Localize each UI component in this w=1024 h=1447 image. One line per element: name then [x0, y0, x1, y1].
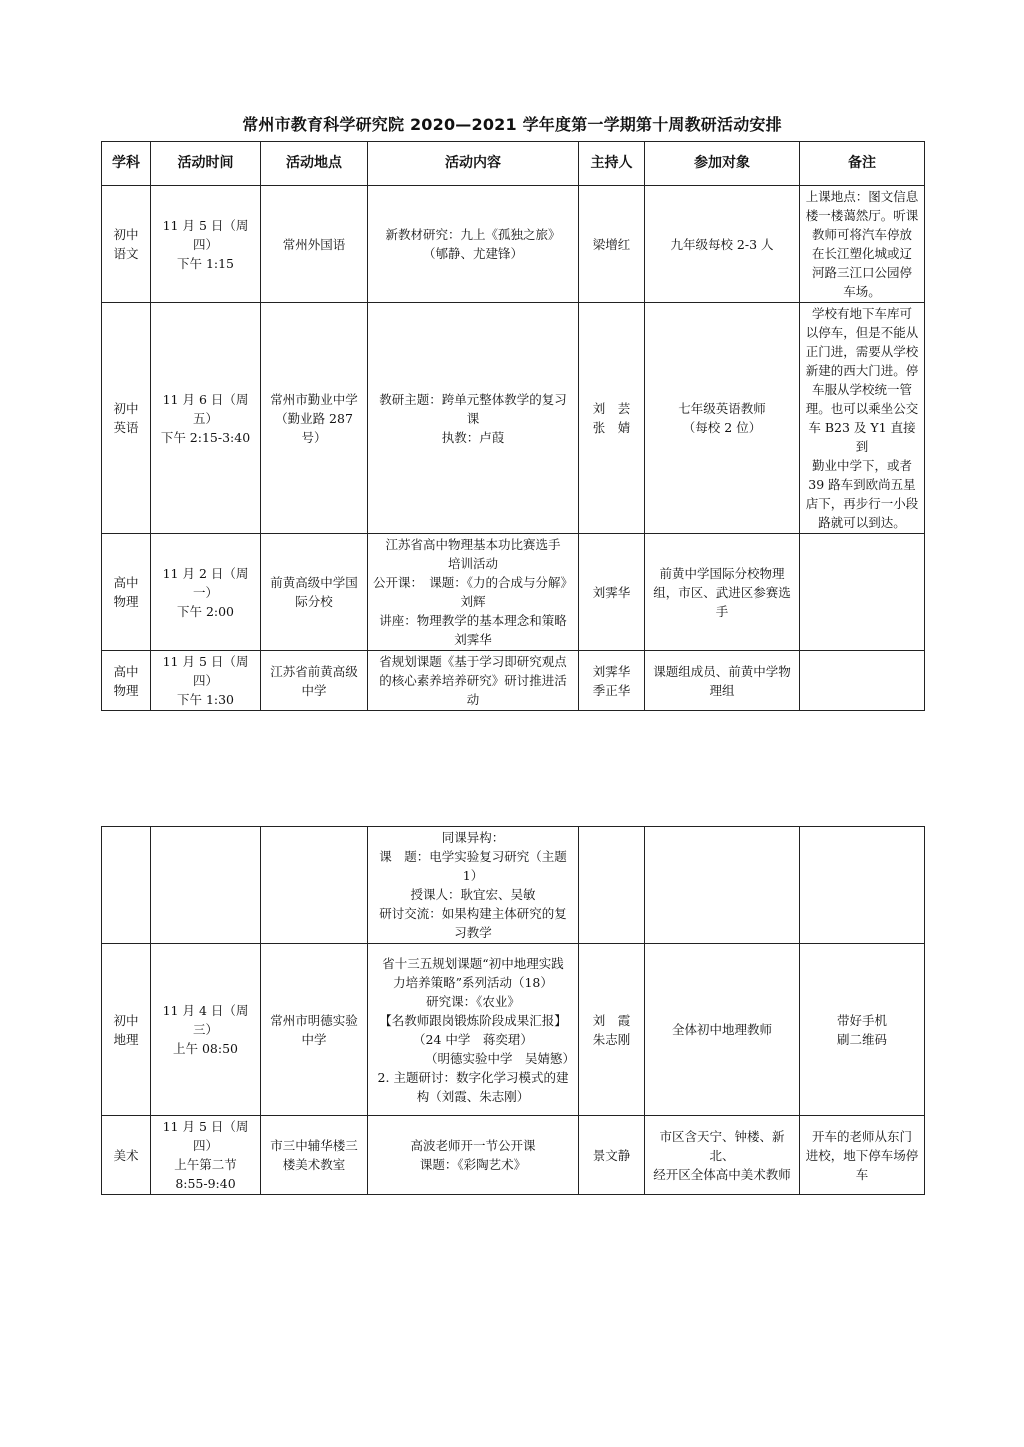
cell-place [261, 944, 368, 1116]
cell-line: 季正华 [592, 682, 631, 698]
cell-line: 研究课：《农业》 [426, 993, 520, 1009]
cell-line: 河路三江口公园停 [811, 265, 912, 280]
cell-subject [102, 186, 151, 303]
cell-line: 店下，再步行一小段 [805, 496, 919, 511]
cell-time [151, 303, 261, 534]
cell-line: 下午 2:00 [176, 603, 235, 619]
cell-time [151, 1116, 261, 1195]
cell-line: 39 路车到欧尚五星 [808, 477, 916, 492]
cell-line: 常州外国语 [282, 236, 346, 252]
cell-line: 同课异构： [441, 830, 505, 845]
cell-line: 教研主题：跨单元整体教学的复习 [379, 391, 567, 407]
cell-line: 七年级英语教师 [678, 401, 766, 416]
cell-line: 研讨交流：如果构建主体研究的复 [379, 906, 567, 921]
cell-host [579, 651, 645, 711]
cell-place [261, 651, 368, 711]
cell-time [151, 186, 261, 303]
cell-line: 前黄中学国际分校物理 [659, 565, 785, 581]
cell-participants [645, 944, 800, 1116]
cell-content [368, 944, 579, 1116]
schedule-table-continued [101, 826, 925, 1195]
cell-line: 11 月 4 日（周三） [162, 1003, 249, 1037]
cell-line: 下午 2:15-3:40 [160, 429, 251, 445]
cell-place [261, 827, 368, 944]
cell-line: 省十三五规划课题“初中地理实践 [382, 955, 564, 971]
cell-participants [645, 534, 800, 651]
cell-place [261, 1116, 368, 1195]
cell-place [261, 303, 368, 534]
cell-line: 勤业中学下，或者 [811, 458, 912, 473]
cell-line: 理组 [709, 682, 735, 698]
cell-line: 开车的老师从东门 [811, 1128, 912, 1144]
cell-notes [800, 186, 925, 303]
cell-content [368, 827, 579, 944]
cell-line: 高中 [113, 663, 139, 679]
cell-line: 楼一楼蔼然厅。听课 [805, 208, 919, 223]
cell-line: （明德实验中学 吴婧慜） [424, 1050, 575, 1066]
cell-line: 车 B23 及 Y1 直接到 [808, 420, 916, 454]
table-row [102, 1116, 925, 1195]
cell-participants [645, 827, 800, 944]
table-row [102, 827, 925, 944]
cell-line: 全体初中地理教师 [671, 1022, 772, 1037]
cell-line: 中学 [301, 1031, 327, 1047]
cell-line: 市三中辅华楼三 [270, 1138, 358, 1153]
cell-line: 前黄高级中学国 [270, 575, 358, 590]
table-row [102, 186, 925, 303]
cell-line: 车 [855, 1166, 869, 1182]
cell-place [261, 186, 368, 303]
page-title: 常州市教育科学研究院 2020—2021 学年度第一学期第十周教研活动安排 [242, 115, 782, 134]
cell-host [579, 186, 645, 303]
cell-line: 省规划课题《基于学习即研究观点 [379, 654, 567, 669]
cell-line: 课 [466, 410, 480, 426]
table-row [102, 651, 925, 711]
header-row [102, 142, 925, 186]
cell-content [368, 534, 579, 651]
cell-line: 路就可以到达。 [818, 515, 906, 530]
header-place: 活动地点 [261, 142, 368, 186]
cell-line: 进校，地下停车场停 [805, 1147, 919, 1163]
cell-line: 课 题：电学实验复习研究（主题 1） [379, 849, 567, 883]
cell-line: （每校 2 位） [682, 420, 762, 435]
cell-line: 江苏省前黄高级 [270, 663, 358, 679]
table-row [102, 303, 925, 534]
cell-line: 美术 [113, 1147, 139, 1163]
cell-line: 力培养策略”系列活动（18） [393, 974, 553, 990]
cell-line: 课题：《彩陶艺术》 [419, 1157, 527, 1172]
cell-line: 【名教师跟岗锻炼阶段成果汇报】 [379, 1012, 567, 1028]
cell-line: 物理 [113, 594, 139, 609]
cell-participants [645, 303, 800, 534]
cell-line: 课题组成员、前黄中学物 [653, 663, 791, 679]
cell-line: 正门进，需要从学校 [805, 344, 919, 359]
cell-line: 车服从学校统一管 [811, 382, 912, 397]
cell-line: 理。也可以乘坐公交 [805, 401, 919, 416]
cell-subject [102, 303, 151, 534]
cell-line: 英语 [113, 420, 139, 435]
cell-subject [102, 534, 151, 651]
cell-line: 上午 08:50 [173, 1041, 238, 1056]
cell-line: （勤业路 287 号） [275, 410, 353, 445]
cell-participants [645, 186, 800, 303]
cell-line: 初中 [113, 401, 139, 416]
cell-participants [645, 651, 800, 711]
cell-line: 上课地点：图文信息 [805, 189, 919, 204]
cell-time [151, 944, 261, 1116]
cell-line: 刘辉 [460, 594, 486, 609]
cell-line: （24 中学 蒋奕珺） [413, 1031, 533, 1047]
cell-content [368, 651, 579, 711]
cell-line: 培训活动 [447, 556, 498, 571]
cell-line: 新建的西大门进。停 [805, 363, 919, 378]
cell-notes [800, 827, 925, 944]
cell-time [151, 827, 261, 944]
cell-line: 执教：卢葭 [441, 429, 505, 445]
cell-subject [102, 651, 151, 711]
cell-host [579, 1116, 645, 1195]
cell-line: 刘霁华 [454, 632, 492, 647]
cell-line: 11 月 6 日（周五） [162, 391, 249, 426]
cell-subject [102, 1116, 151, 1195]
cell-line: 常州市勤业中学 [270, 391, 358, 407]
cell-line: 带好手机 [836, 1012, 887, 1028]
cell-time [151, 651, 261, 711]
cell-line: 习教学 [454, 925, 492, 940]
cell-place [261, 534, 368, 651]
cell-line: （郇静、尤建锋） [422, 246, 523, 261]
cell-line: 以停车，但是不能从 [805, 325, 919, 340]
cell-line: 地理 [113, 1031, 139, 1047]
cell-content [368, 303, 579, 534]
cell-line: 8:55-9:40 [175, 1176, 236, 1191]
cell-line: 公开课： 课题：《力的合成与分解》 [372, 575, 573, 590]
cell-line: 下午 1:30 [176, 692, 235, 707]
cell-line: 常州市明德实验 [270, 1012, 358, 1028]
table-row [102, 944, 925, 1116]
cell-line: 初中 [113, 227, 139, 242]
cell-line: 际分校 [295, 594, 333, 609]
cell-line: 手 [715, 603, 729, 619]
header-time: 活动时间 [151, 142, 261, 186]
header-participants: 参加对象 [645, 142, 800, 186]
cell-line: 上午第二节 [174, 1157, 237, 1172]
header-subject: 学科 [102, 142, 151, 186]
cell-line: 11 月 5 日（周四） [162, 217, 249, 252]
cell-line: 刘 霞 [592, 1012, 631, 1028]
cell-line: 动 [466, 692, 480, 707]
cell-line: 在长江塑化城或辽 [811, 246, 912, 261]
cell-host [579, 944, 645, 1116]
header-content: 活动内容 [368, 142, 579, 186]
cell-line: 市区含天宁、钟楼、新北、 [659, 1128, 785, 1163]
cell-line: 构（刘霞、朱志刚） [416, 1088, 530, 1104]
table-row [102, 534, 925, 651]
cell-line: 教师可将汽车停放 [811, 227, 912, 242]
cell-line: 梁增红 [592, 236, 631, 252]
cell-host [579, 534, 645, 651]
cell-notes [800, 944, 925, 1116]
cell-line: 物理 [113, 682, 139, 698]
cell-line: 11 月 5 日（周四） [162, 1119, 249, 1153]
cell-line: 授课人：耿宜宏、吴敏 [410, 887, 536, 902]
cell-notes [800, 651, 925, 711]
cell-host [579, 303, 645, 534]
cell-content [368, 1116, 579, 1195]
cell-notes [800, 534, 925, 651]
cell-host [579, 827, 645, 944]
cell-line: 语文 [113, 246, 139, 261]
cell-content [368, 186, 579, 303]
cell-notes [800, 1116, 925, 1195]
cell-line: 11 月 2 日（周一） [162, 565, 249, 600]
cell-line: 景文静 [592, 1147, 631, 1163]
cell-line: 江苏省高中物理基本功比赛选手 [385, 537, 561, 552]
cell-subject [102, 827, 151, 944]
cell-subject [102, 944, 151, 1116]
header-notes: 备注 [800, 142, 925, 186]
cell-notes [800, 303, 925, 534]
cell-participants [645, 1116, 800, 1195]
cell-line: 经开区全体高中美术教师 [653, 1166, 791, 1182]
cell-line: 新教材研究：九上《孤独之旅》 [385, 227, 561, 242]
cell-line: 下午 1:15 [176, 255, 235, 271]
cell-line: 2. 主题研讨：数字化学习模式的建 [377, 1069, 569, 1085]
cell-line: 刘霁华 [592, 584, 631, 600]
cell-line: 初中 [113, 1012, 139, 1028]
cell-line: 中学 [301, 682, 327, 698]
cell-line: 车场。 [843, 284, 881, 299]
cell-line: 楼美术教室 [282, 1157, 346, 1172]
cell-line: 张 婧 [592, 420, 631, 435]
cell-line: 刷二维码 [836, 1031, 887, 1047]
cell-line: 讲座：物理教学的基本理念和策略 [379, 613, 567, 628]
cell-line: 高中 [113, 575, 139, 590]
cell-time [151, 534, 261, 651]
schedule-table [101, 141, 925, 711]
cell-line: 九年级每校 2-3 人 [670, 236, 774, 252]
header-host: 主持人 [579, 142, 645, 186]
cell-line: 的核心素养培养研究》研讨推进活 [379, 673, 567, 688]
cell-line: 朱志刚 [592, 1031, 631, 1047]
cell-line: 学校有地下车库可 [811, 306, 912, 321]
cell-line: 刘 芸 [592, 401, 631, 416]
cell-line: 组，市区、武进区参赛选 [653, 584, 791, 600]
cell-line: 高波老师开一节公开课 [410, 1138, 536, 1153]
cell-line: 刘霁华 [592, 663, 631, 679]
cell-line: 11 月 5 日（周四） [162, 654, 249, 688]
